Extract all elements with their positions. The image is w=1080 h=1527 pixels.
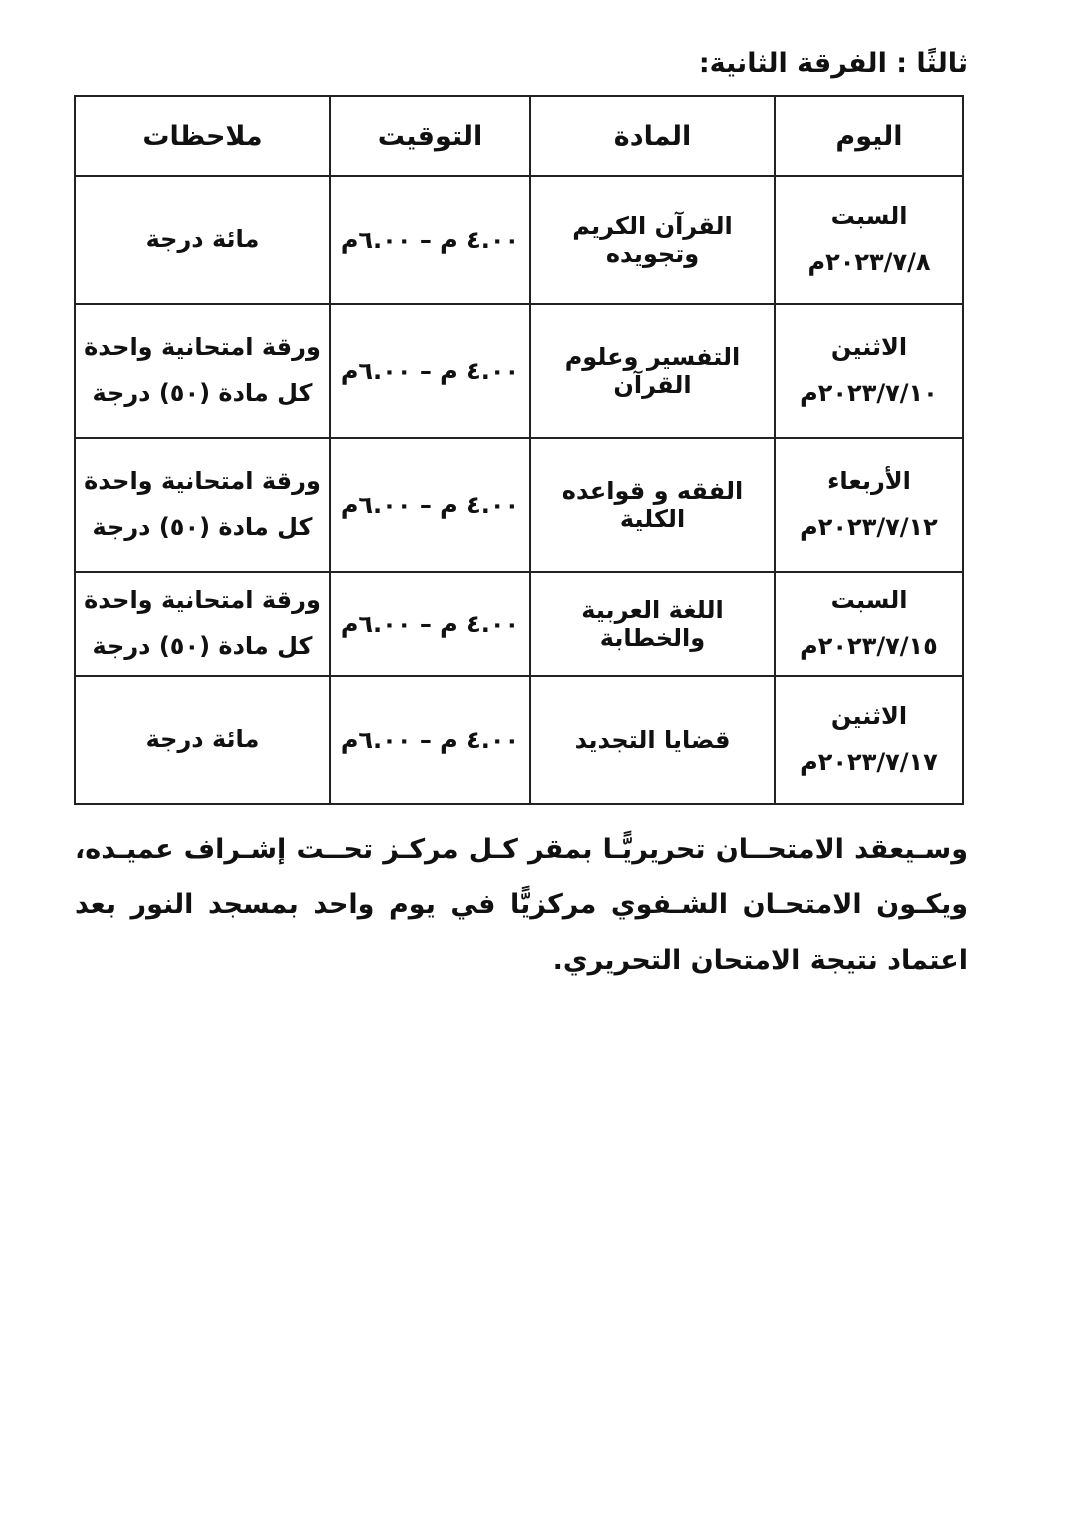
notes-line: كل مادة (٥٠) درجة	[92, 513, 313, 541]
day-cell	[775, 676, 963, 804]
header-cell-day: اليوم	[775, 96, 963, 176]
time-cell: ٤.٠٠ م – ٦.٠٠م	[330, 676, 530, 804]
subject-cell: الفقه و قواعده الكلية	[530, 438, 775, 572]
table-row	[75, 676, 963, 804]
header-cell-subject: المادة	[530, 96, 775, 176]
notes-cell	[75, 438, 330, 572]
notes-line: كل مادة (٥٠) درجة	[92, 632, 313, 660]
notes-line: مائة درجة	[145, 725, 260, 754]
table-row	[75, 438, 963, 572]
day-cell	[775, 572, 963, 676]
subject-cell: قضايا التجديد	[530, 676, 775, 804]
table-row	[75, 176, 963, 304]
day-date: ٢٠٢٣/٧/١٧م	[800, 748, 938, 776]
day-name: الأربعاء	[827, 467, 911, 496]
day-name: الاثنين	[830, 702, 908, 731]
time-cell: ٤.٠٠ م – ٦.٠٠م	[330, 304, 530, 438]
day-date: ٢٠٢٣/٧/١٥م	[800, 632, 938, 660]
notes-cell	[75, 304, 330, 438]
day-date: ٢٠٢٣/٧/٨م	[807, 248, 931, 276]
header-cell-time: التوقيت	[330, 96, 530, 176]
notes-cell	[75, 572, 330, 676]
notes-line: ورقة امتحانية واحدة	[84, 586, 321, 615]
notes-line: ورقة امتحانية واحدة	[84, 467, 321, 496]
subject-cell: التفسير وعلوم القرآن	[530, 304, 775, 438]
day-date: ٢٠٢٣/٧/١٢م	[800, 513, 938, 541]
subject-cell: اللغة العربية والخطابة	[530, 572, 775, 676]
page-heading: ثالثًا : الفرقة الثانية:	[698, 48, 968, 79]
day-name: السبت	[830, 202, 908, 231]
table-header-row	[75, 96, 963, 176]
day-cell	[775, 438, 963, 572]
footer-note: وسـيعقد الامتحــان تحريريًّـا بمقر كـل مركـز تحــت إشـراف عميـده، ويكـون الامتحـان الشـفوي مركزيًّا في يوم واحد بمسجد النور بعد اعتماد نتيجة الامتحان التحريري.	[75, 834, 968, 976]
subject-cell: القرآن الكريم وتجويده	[530, 176, 775, 304]
table-row	[75, 304, 963, 438]
notes-line: كل مادة (٥٠) درجة	[92, 379, 313, 407]
day-cell	[775, 304, 963, 438]
day-date: ٢٠٢٣/٧/١٠م	[800, 379, 938, 407]
day-name: السبت	[830, 586, 908, 615]
table-row	[75, 572, 963, 676]
notes-cell	[75, 676, 330, 804]
time-cell: ٤.٠٠ م – ٦.٠٠م	[330, 572, 530, 676]
time-cell: ٤.٠٠ م – ٦.٠٠م	[330, 176, 530, 304]
notes-cell	[75, 176, 330, 304]
day-cell	[775, 176, 963, 304]
notes-line: مائة درجة	[145, 225, 260, 254]
time-cell: ٤.٠٠ م – ٦.٠٠م	[330, 438, 530, 572]
day-name: الاثنين	[830, 333, 908, 362]
notes-line: ورقة امتحانية واحدة	[84, 333, 321, 362]
exam-schedule-table	[74, 95, 964, 805]
header-cell-notes: ملاحظات	[75, 96, 330, 176]
